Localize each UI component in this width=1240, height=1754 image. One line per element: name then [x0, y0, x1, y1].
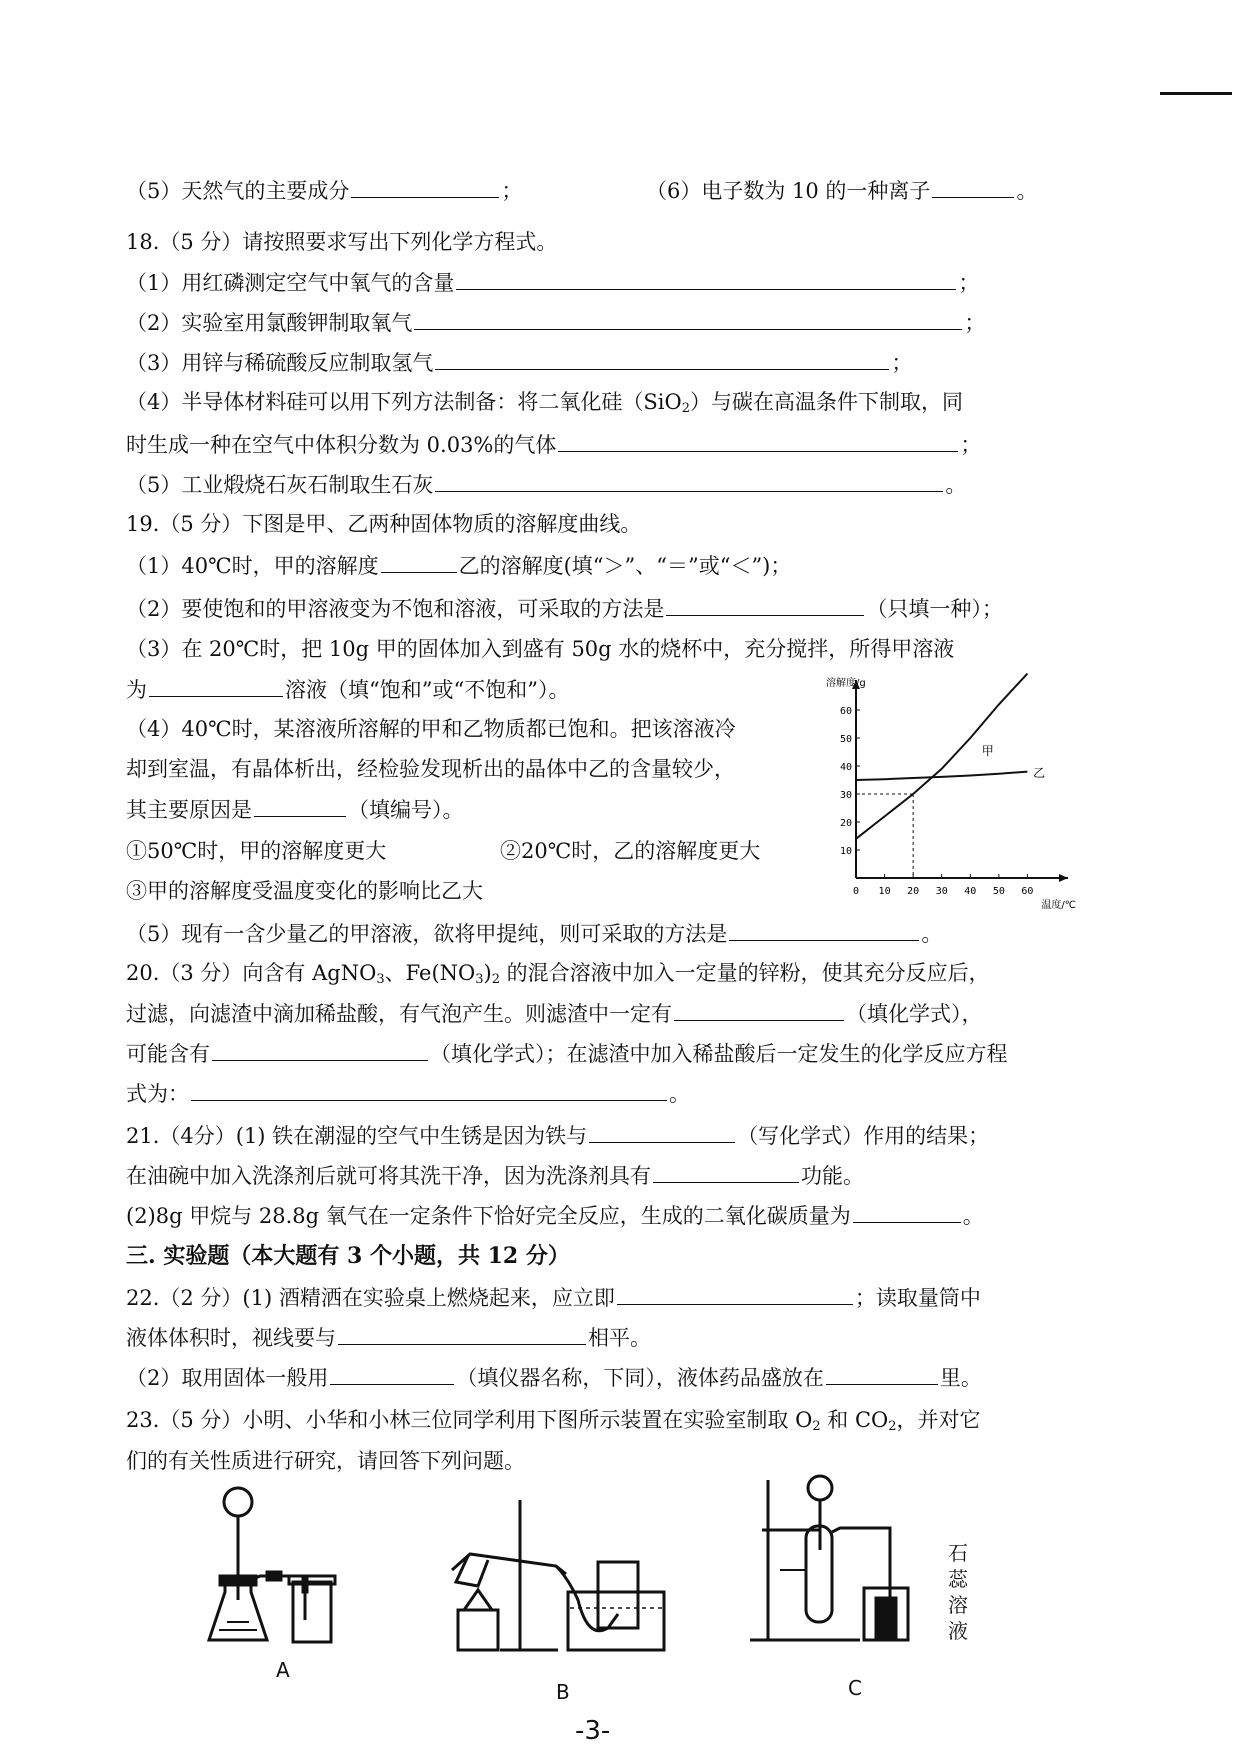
q19-part4-line3: 其主要原因是 （填编号）。	[126, 794, 464, 825]
answer-blank[interactable]	[653, 1160, 799, 1183]
answer-blank[interactable]	[212, 1038, 428, 1061]
q20-line4: 式为： 。	[126, 1078, 690, 1109]
apparatus-c-figure	[740, 1470, 940, 1650]
litmus-char: 石	[948, 1541, 968, 1565]
x-tick-label: 50	[992, 886, 1005, 897]
x-tick-label: 20	[907, 886, 920, 897]
q18-part5: （5）工业煅烧石灰石制取生石灰 。	[126, 469, 966, 500]
answer-blank[interactable]	[330, 1362, 454, 1385]
x-tick-label: 40	[964, 886, 977, 897]
x-axis-arrow	[1059, 874, 1068, 882]
q18-part1: （1）用红磷测定空气中氧气的含量 ；	[126, 267, 979, 298]
page-corner-mark	[1160, 92, 1232, 95]
q18-part2: （2）实验室用氯酸钾制取氧气 ；	[126, 307, 985, 338]
q21-line3: (2)8g 甲烷与 28.8g 氧气在一定条件下恰好完全反应，生成的二氧化碳质量为 。	[126, 1200, 984, 1231]
answer-blank[interactable]	[558, 429, 958, 452]
answer-blank[interactable]	[589, 1120, 735, 1143]
series-label: 甲	[981, 743, 994, 758]
q17-part5: （5）天然气的主要成分 ；	[126, 175, 522, 206]
section-3-heading: 三. 实验题（本大题有 3 个小题，共 12 分）	[126, 1243, 570, 1269]
q18-part3: （3）用锌与稀硫酸反应制取氢气 ；	[126, 347, 912, 378]
q19-part5: （5）现有一含少量乙的甲溶液，欲将甲提纯，则可采取的方法是 。	[126, 918, 942, 949]
chart-axes	[852, 680, 1068, 882]
q19-option2: ②20℃时，乙的溶解度更大	[500, 839, 761, 863]
y-axis-label: 溶解度/g	[826, 678, 866, 689]
page-number: -3-	[575, 1716, 611, 1746]
q21-line2: 在油碗中加入洗涤剂后就可将其洗干净，因为洗涤剂具有 功能。	[126, 1160, 864, 1191]
answer-blank[interactable]	[254, 794, 346, 817]
q20-line1: 20.（3 分）向含有 AgNO$_3$、$Fe(NO_3)_2$ 的混合溶液中加入一定量的锌粉，使其充分反应后，	[126, 961, 990, 987]
litmus-solution-label	[948, 1540, 972, 1644]
q20-line2: 过滤，向滤渣中滴加稀盐酸，有气泡产生。则滤渣中一定有 （填化学式），	[126, 998, 983, 1029]
y-tick-label: 20	[839, 818, 852, 829]
y-tick-label: 40	[839, 762, 852, 773]
q19-option3: ③甲的溶解度受温度变化的影响比乙大	[126, 879, 483, 903]
chart-series	[856, 674, 1027, 878]
answer-blank[interactable]	[191, 1078, 667, 1101]
q20-line3: 可能含有 （填化学式）；在滤渣中加入稀盐酸后一定发生的化学反应方程	[126, 1038, 1008, 1069]
answer-blank[interactable]	[351, 175, 499, 198]
litmus-char: 液	[948, 1619, 968, 1643]
answer-blank[interactable]	[826, 1362, 938, 1385]
q19-part4-line1: （4）40℃时，某溶液所溶解的甲和乙物质都已饱和。把该溶液冷	[126, 717, 736, 741]
answer-blank[interactable]	[853, 1200, 961, 1223]
x-tick-label: 10	[878, 886, 891, 897]
q18-part4-line2: 时生成一种在空气中体积分数为 0.03%的气体 ；	[126, 429, 981, 460]
x-tick-label: 60	[1021, 886, 1034, 897]
q23-line1: 23.（5 分）小明、小华和小林三位同学利用下图所示装置在实验室制取 $O_2$ 和 $CO_2$，并对它	[126, 1408, 981, 1434]
q22-line1: 22.（2 分）(1) 酒精洒在实验桌上燃烧起来，应立即 ；读取量筒中	[126, 1282, 981, 1313]
q17-part6: （6）电子数为 10 的一种离子 。	[646, 175, 1037, 206]
x-tick-label: 30	[935, 886, 948, 897]
litmus-char: 蕊	[948, 1567, 968, 1591]
x-tick-label: 0	[852, 886, 860, 897]
q21-line1: 21.（4分）(1) 铁在潮湿的空气中生锈是因为铁与 （写化学式）作用的结果；	[126, 1120, 989, 1151]
apparatus-c-label: C	[848, 1676, 862, 1700]
q19-part4-line2: 却到室温，有晶体析出，经检验发现析出的晶体中乙的含量较少，	[126, 757, 735, 781]
answer-blank[interactable]	[674, 998, 844, 1021]
q23-line2: 们的有关性质进行研究，请回答下列问题。	[126, 1449, 525, 1473]
apparatus-b-figure	[448, 1490, 673, 1670]
y-tick-label: 50	[839, 734, 852, 745]
series-label: 乙	[1033, 766, 1046, 781]
q19-part3-line1: （3）在 20℃时，把 10g 甲的固体加入到盛有 50g 水的烧杯中，充分搅拌，所得甲溶液	[126, 637, 955, 661]
q18-part4-line1: （4）半导体材料硅可以用下列方法制备：将二氧化硅（SiO$_2$）与碳在高温条件下制取，同	[126, 390, 963, 416]
q19-part3-line2: 为 溶液（填“饱和”或“不饱和”）。	[126, 674, 569, 705]
q22-line3: （2）取用固体一般用 （填仪器名称，下同），液体药品盛放在 里。	[126, 1362, 982, 1393]
y-tick-label: 10	[839, 846, 852, 857]
q18-heading: 18.（5 分）请按照要求写出下列化学方程式。	[126, 230, 558, 254]
y-tick-label: 60	[839, 706, 852, 717]
q19-part1: （1）40℃时，甲的溶解度 乙的溶解度(填“＞”、“＝”或“＜”)；	[126, 550, 791, 581]
answer-blank[interactable]	[932, 175, 1014, 198]
apparatus-a-figure	[205, 1480, 365, 1660]
answer-blank[interactable]	[338, 1322, 586, 1345]
answer-blank[interactable]	[381, 550, 457, 573]
q19-part2: （2）要使饱和的甲溶液变为不饱和溶液，可采取的方法是 （只填一种）；	[126, 593, 1003, 624]
y-tick-label: 30	[839, 790, 852, 801]
answer-blank[interactable]	[617, 1282, 853, 1305]
chart-ticks	[840, 706, 1033, 897]
series-line-yi	[856, 772, 1027, 780]
answer-blank[interactable]	[414, 307, 962, 330]
answer-blank[interactable]	[435, 347, 889, 370]
series-line-jia	[856, 674, 1027, 839]
q19-option1: ①50℃时，甲的溶解度更大	[126, 839, 387, 863]
answer-blank[interactable]	[149, 674, 283, 697]
answer-blank[interactable]	[666, 593, 864, 616]
apparatus-a-label: A	[276, 1658, 290, 1682]
litmus-char: 溶	[948, 1593, 968, 1617]
apparatus-b-label: B	[556, 1680, 570, 1704]
x-axis-label: 温度/℃	[1041, 900, 1076, 911]
solubility-chart	[818, 670, 1078, 912]
q22-line2: 液体体积时，视线要与 相平。	[126, 1322, 651, 1353]
answer-blank[interactable]	[435, 469, 943, 492]
q19-heading: 19.（5 分）下图是甲、乙两种固体物质的溶解度曲线。	[126, 512, 642, 536]
answer-blank[interactable]	[729, 918, 919, 941]
answer-blank[interactable]	[456, 267, 956, 290]
